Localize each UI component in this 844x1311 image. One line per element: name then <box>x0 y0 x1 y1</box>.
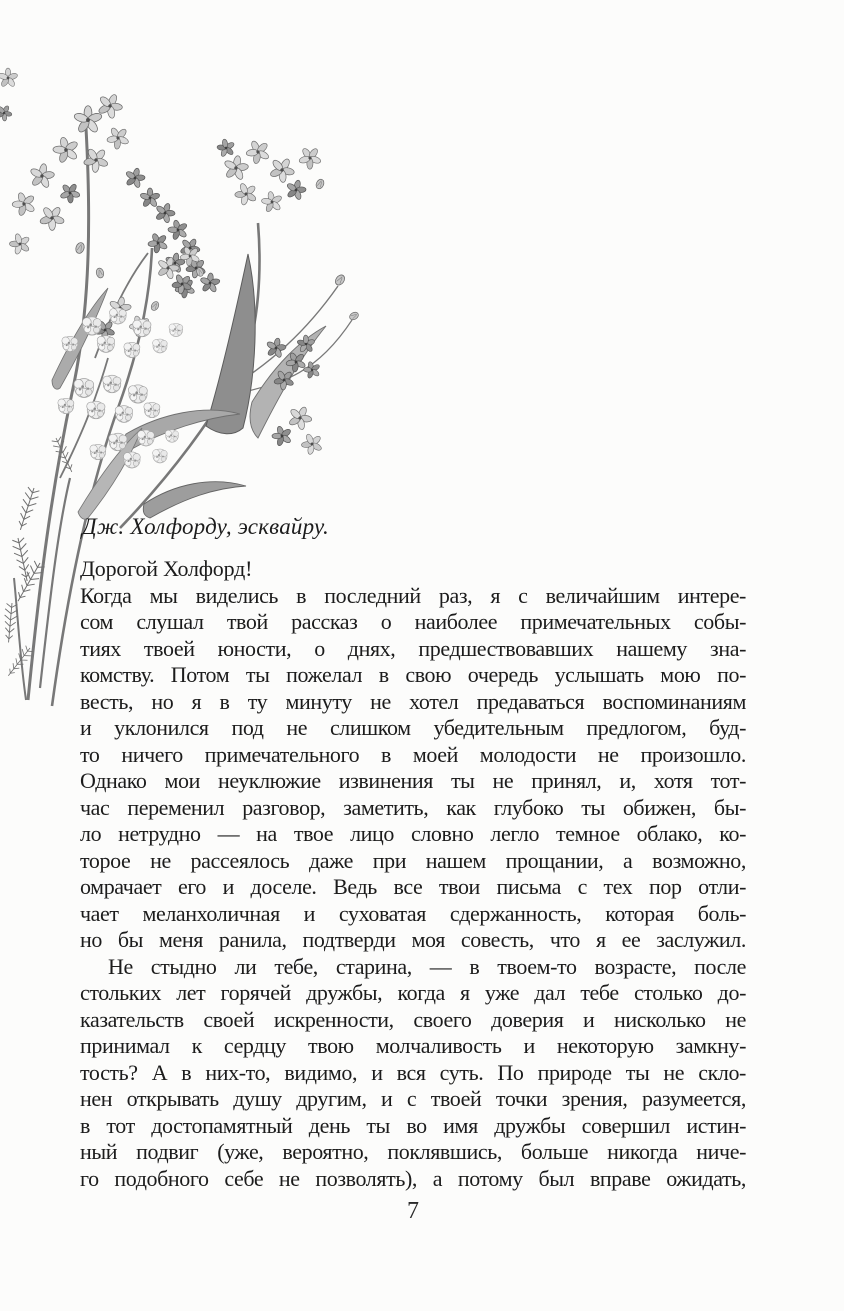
text-column <box>80 556 746 1192</box>
text-line: в тот достопамятный день ты во имя дружбы совершил истин- <box>80 1112 746 1138</box>
paragraph-1 <box>80 583 746 954</box>
text-line: но бы меня ранила, подтверди моя совесть, что я ее заслужил. <box>80 927 746 952</box>
text-line: чает меланхоличная и суховатая сдержанность, которая боль- <box>80 900 746 926</box>
text-line: принимал к сердцу твою молчаливость и некоторую замкну- <box>80 1033 746 1058</box>
text-line: тиях твоей юности, о днях, предшествовавших нашему зна- <box>80 635 746 661</box>
text-line: и уклонился под не слишком убедительным предлогом, буд- <box>80 715 746 740</box>
text-line: час переменил разговор, заметить, как глубоко ты обижен, бы- <box>80 794 746 820</box>
text-line: сом слушал твой рассказ о наиболее примечательных собы- <box>80 609 746 634</box>
text-line: омрачает его и доселе. Ведь все твои письма с тех пор отли- <box>80 874 746 899</box>
text-line: ный подвиг (уже, вероятно, поклявшись, больше никогда ниче- <box>80 1139 746 1164</box>
salutation-line: Дорогой Холфорд! <box>80 556 253 581</box>
text-line: Однако мои неуклюжие извинения ты не принял, и, хотя тот- <box>80 768 746 793</box>
text-line: комству. Потом ты пожелал в свою очередь услышать мою по- <box>80 662 746 687</box>
dedication-line: Дж. Холфорду, эсквайру. <box>82 514 329 539</box>
text-line: го подобного себе не позволять), а потому был вправе ожидать, <box>80 1165 746 1191</box>
text-line: весть, но я в ту минуту не хотел предаваться воспоминаниям <box>80 688 746 714</box>
text-line: Не стыдно ли тебе, старина, — в твоем-то возрасте, после <box>108 953 746 979</box>
text-line: нен открывать душу другим, и с твоей точки зрения, разумеется, <box>80 1086 746 1111</box>
text-line: торое не рассеялось даже при нашем прощании, а возможно, <box>80 847 746 873</box>
text-line: ло нетрудно — на твое лицо словно легло темное облако, ко- <box>80 821 746 846</box>
text-line: тость? А в них-то, видимо, и вся суть. По природе ты не скло- <box>80 1059 746 1085</box>
text-line: стольких лет горячей дружбы, когда я уже дал тебе столько до- <box>80 980 746 1005</box>
paragraph-2 <box>80 954 746 1193</box>
page-number: 7 <box>407 1198 419 1224</box>
text-line: казательств своей искренности, своего доверия и нисколько не <box>80 1006 746 1032</box>
text-line: Когда мы виделись в последний раз, я с величайшим интере- <box>80 582 746 608</box>
text-line: то ничего примечательного в моей молодости не произошло. <box>80 741 746 767</box>
